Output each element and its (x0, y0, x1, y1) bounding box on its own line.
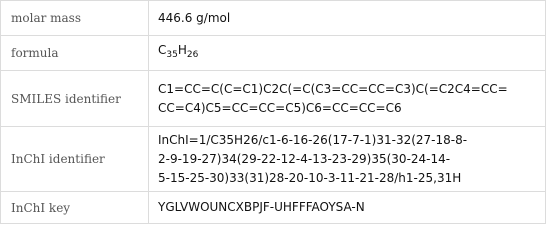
formula-count-h: 26 (186, 50, 199, 60)
table-row (1, 192, 546, 224)
molar-mass-label: molar mass (1, 1, 149, 36)
formula-element-h: H (177, 43, 187, 57)
inchi-key-value: YGLVWOUNCXBPJF-UHFFFAOYSA-N (149, 192, 546, 224)
inchi-line-1: InChI=1/C35H26/c1-6-16-26(17-7-1)31-32(27-18-8- (158, 132, 468, 147)
formula-label: formula (1, 36, 149, 71)
smiles-line-2: CC=C4)C5=CC=CC=C5)C6=CC=CC=C6 (158, 100, 402, 115)
formula-element-c: C (158, 43, 167, 57)
smiles-line-1: C1=CC=C(C=C1)C2C(=C(C3=CC=CC=C3)C(=C2C4=CC= (158, 81, 508, 96)
inchi-line-3: 5-15-25-30)33(31)28-20-10-3-11-21-28/h1-25,31H (158, 170, 462, 185)
inchi-key-label: InChI key (1, 192, 149, 224)
smiles-value (149, 71, 546, 127)
table-row (1, 1, 546, 36)
formula-value (149, 36, 546, 71)
inchi-label: InChI identifier (1, 127, 149, 192)
molar-mass-value: 446.6 g/mol (149, 1, 546, 36)
smiles-label: SMILES identifier (1, 71, 149, 127)
formula-count-c: 35 (166, 50, 178, 60)
inchi-value (149, 127, 546, 192)
inchi-line-2: 2-9-19-27)34(29-22-12-4-13-23-29)35(30-24-14- (158, 151, 451, 166)
table-row (1, 36, 546, 71)
table-row (1, 127, 546, 192)
table-row (1, 71, 546, 127)
